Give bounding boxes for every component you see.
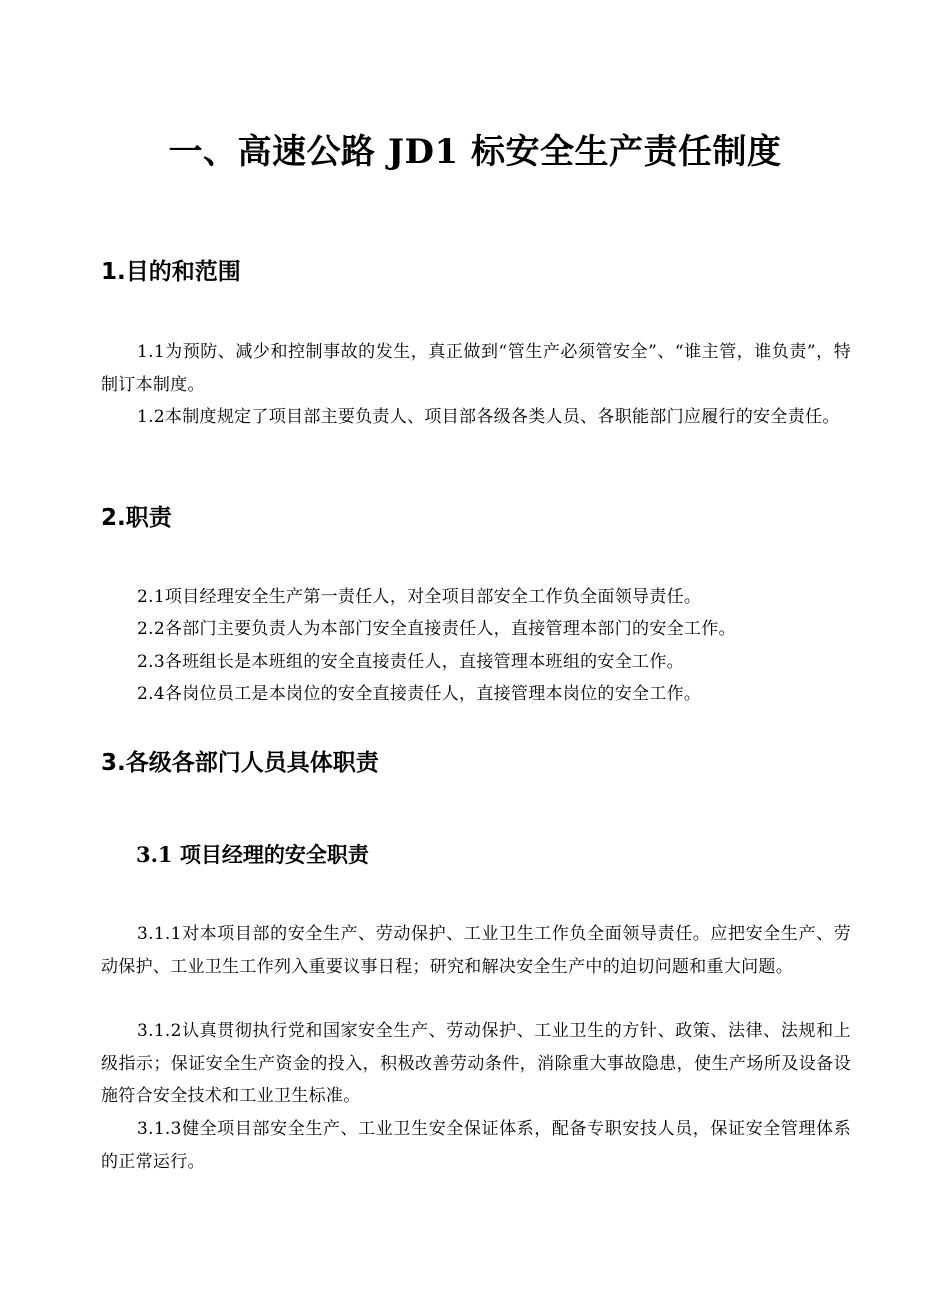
paragraph-1-1: 1.1为预防、减少和控制事故的发生，真正做到“管生产必须管安全”、“谁主管，谁负责”，特制订本制度。	[101, 342, 851, 395]
paragraph-2-4: 2.4各岗位员工是本岗位的安全直接责任人，直接管理本岗位的安全工作。	[137, 684, 702, 704]
paragraph-2-1: 2.1项目经理安全生产第一责任人，对全项目部安全工作负全面领导责任。	[137, 587, 702, 607]
subsection-heading-project-manager: 3.1 项目经理的安全职责	[136, 842, 369, 867]
paragraph-2-2: 2.2各部门主要负责人为本部门安全直接责任人，直接管理本部门的安全工作。	[137, 619, 736, 639]
paragraph-3-1-2: 3.1.2认真贯彻执行党和国家安全生产、劳动保护、工业卫生的方针、政策、法律、法规和上级指示；保证安全生产资金的投入，积极改善劳动条件，消除重大事故隐患，使生产场所及设备设施符合安全技术和工业卫生标准。	[101, 1021, 851, 1106]
paragraph-2-3: 2.3各班组长是本班组的安全直接责任人，直接管理本班组的安全工作。	[137, 652, 684, 672]
section-heading-department-duties: 3.各级各部门人员具体职责	[101, 750, 379, 776]
paragraph-3-1-3: 3.1.3健全项目部安全生产、工业卫生安全保证体系，配备专职安技人员，保证安全管理体系的正常运行。	[101, 1119, 851, 1172]
paragraph-1-2: 1.2本制度规定了项目部主要负责人、项目部各级各类人员、各职能部门应履行的安全责任。	[137, 407, 840, 427]
section-heading-purpose-scope: 1.目的和范围	[101, 259, 241, 285]
paragraph-3-1-1: 3.1.1对本项目部的安全生产、劳动保护、工业卫生工作负全面领导责任。应把安全生产、劳动保护、工业卫生工作列入重要议事日程；研究和解决安全生产中的迫切问题和重大问题。	[101, 924, 851, 977]
section-heading-responsibilities: 2.职责	[101, 505, 172, 531]
document-title: 一、高速公路 JD1 标安全生产责任制度	[168, 132, 782, 172]
